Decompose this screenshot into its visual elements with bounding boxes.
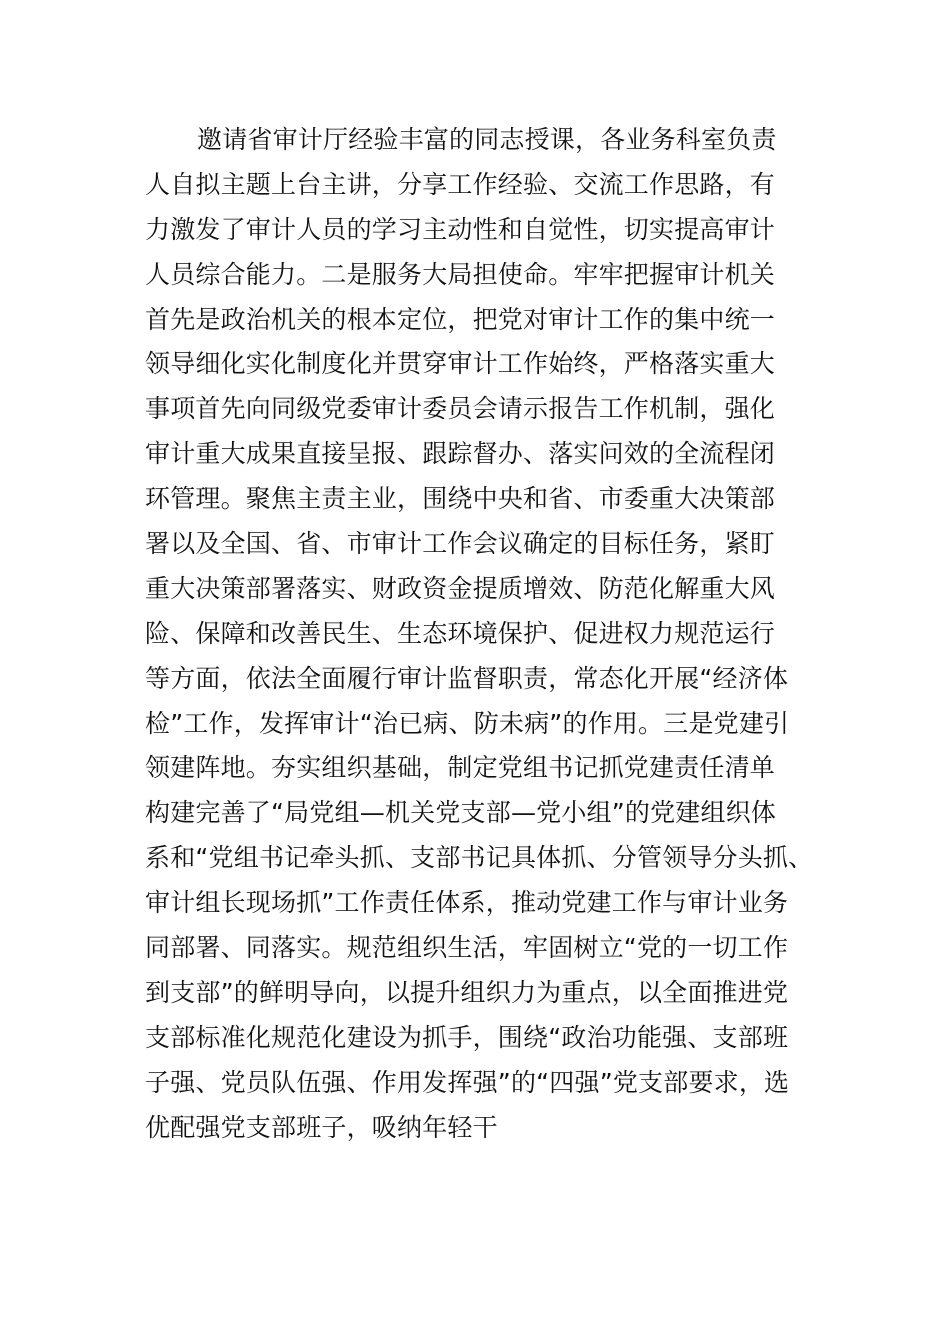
text-line-12: 险、保障和改善民生、生态环境保护、促进权力规范运行 bbox=[145, 618, 776, 648]
text-line-5: 首先是政治机关的根本定位，把党对审计工作的集中统一 bbox=[145, 304, 776, 334]
text-line-13: 等方面，依法全面履行审计监督职责，常态化开展“经济体 bbox=[145, 663, 789, 693]
text-line-21: 支部标准化规范化建设为抓手，围绕“政治功能强、支部班 bbox=[145, 1022, 789, 1052]
text-line-7: 事项首先向同级党委审计委员会请示报告工作机制，强化 bbox=[145, 394, 776, 424]
text-line-8: 审计重大成果直接呈报、跟踪督办、落实问效的全流程闭 bbox=[145, 439, 776, 469]
text-line-17: 系和“党组书记牵头抓、支部书记具体抓、分管领导分头抓、 bbox=[145, 843, 814, 873]
text-line-22: 子强、党员队伍强、作用发挥强”的“四强”党支部要求，选 bbox=[145, 1067, 790, 1097]
text-line-18: 审计组长现场抓”工作责任体系，推动党建工作与审计业务 bbox=[145, 888, 789, 918]
text-line-3: 力激发了审计人员的学习主动性和自觉性，切实提高审计 bbox=[145, 214, 776, 244]
text-line-11: 重大决策部署落实、财政资金提质增效、防范化解重大风 bbox=[145, 573, 776, 603]
text-line-15: 领建阵地。夯实组织基础，制定党组书记抓党建责任清单 bbox=[145, 753, 776, 783]
text-line-6: 领导细化实化制度化并贯穿审计工作始终，严格落实重大 bbox=[145, 349, 776, 379]
text-line-20: 到支部”的鲜明导向，以提升组织力为重点，以全面推进党 bbox=[145, 977, 789, 1007]
text-line-19: 同部署、同落实。规范组织生活，牢固树立“党的一切工作 bbox=[145, 933, 789, 963]
text-line-16: 构建完善了“局党组—机关党支部—党小组”的党建组织体 bbox=[145, 798, 777, 828]
text-line-14: 检”工作，发挥审计“治已病、防未病”的作用。三是党建引 bbox=[145, 708, 790, 738]
text-line-4: 人员综合能力。二是服务大局担使命。牢牢把握审计机关 bbox=[145, 259, 776, 289]
text-line-10: 署以及全国、省、市审计工作会议确定的目标任务，紧盯 bbox=[145, 529, 776, 559]
text-line-1: 邀请省审计厅经验丰富的同志授课，各业务科室负责 bbox=[197, 125, 777, 154]
text-line-23: 优配强党支部班子，吸纳年轻干 bbox=[145, 1112, 498, 1142]
text-line-2: 人自拟主题上台主讲，分享工作经验、交流工作思路，有 bbox=[145, 169, 776, 199]
text-line-9: 环管理。聚焦主责主业，围绕中央和省、市委重大决策部 bbox=[145, 484, 776, 514]
body-paragraph bbox=[145, 118, 815, 1150]
